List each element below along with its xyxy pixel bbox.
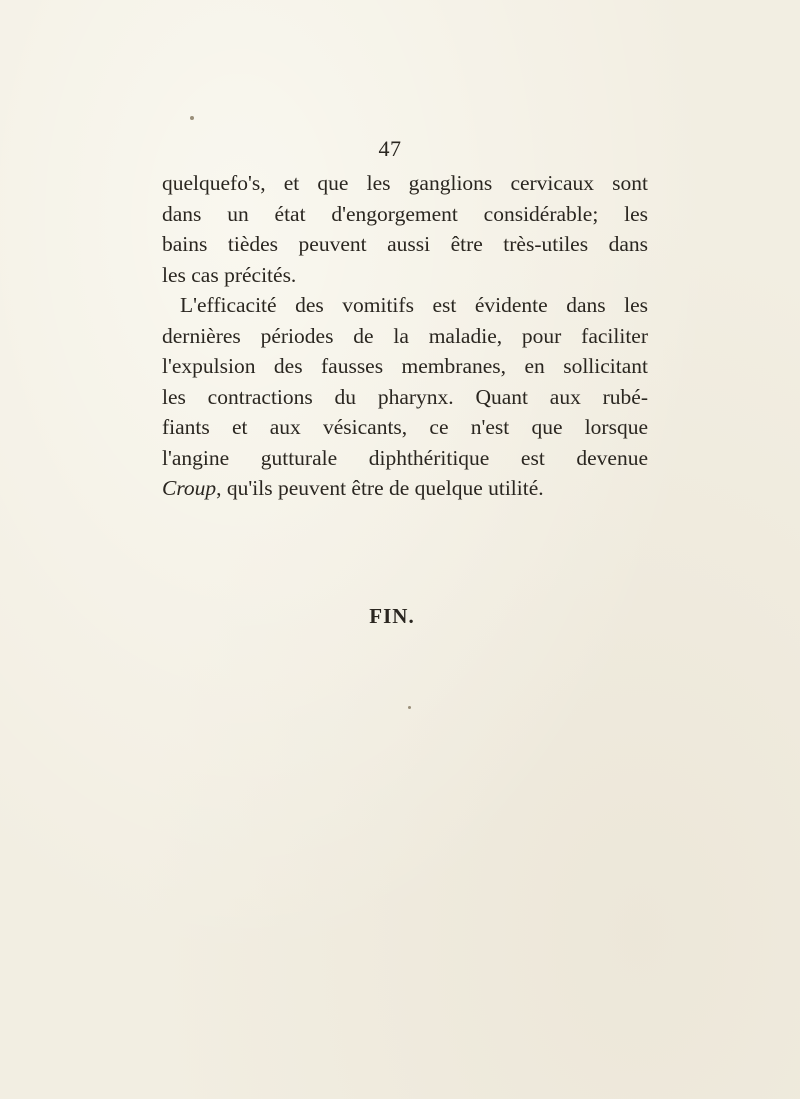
paper-speck [190, 116, 194, 120]
text-line-rest: , qu'ils peuvent être de quelque utilité. [216, 476, 544, 500]
text-line: l'angine gutturale diphthéritique est devenue [162, 445, 648, 470]
text-line: bains tièdes peuvent aussi être très-utiles dans [162, 232, 648, 256]
text-line: dernières périodes de la maladie, pour faciliter [162, 323, 648, 348]
text-line: les cas précités. [162, 262, 297, 287]
body-text [162, 168, 648, 504]
text-line: dans un état d'engorgement considérable; les [162, 201, 648, 226]
page-number: 47 [378, 136, 402, 161]
paper-speck [408, 706, 411, 709]
text-line: quelquefo's, et que les ganglions cervicaux sont [162, 171, 648, 195]
italic-word: Croup [162, 476, 217, 500]
text-line: les contractions du pharynx. Quant aux rubé- [162, 384, 648, 409]
text-line: l'expulsion des fausses membranes, en sollicitant [162, 354, 648, 378]
text-line [162, 473, 648, 504]
text-line: fiants et aux vésicants, ce n'est que lorsque [162, 415, 648, 439]
closing-fin: FIN. [369, 604, 415, 628]
text-line: L'efficacité des vomitifs est évidente dans les [180, 293, 648, 317]
